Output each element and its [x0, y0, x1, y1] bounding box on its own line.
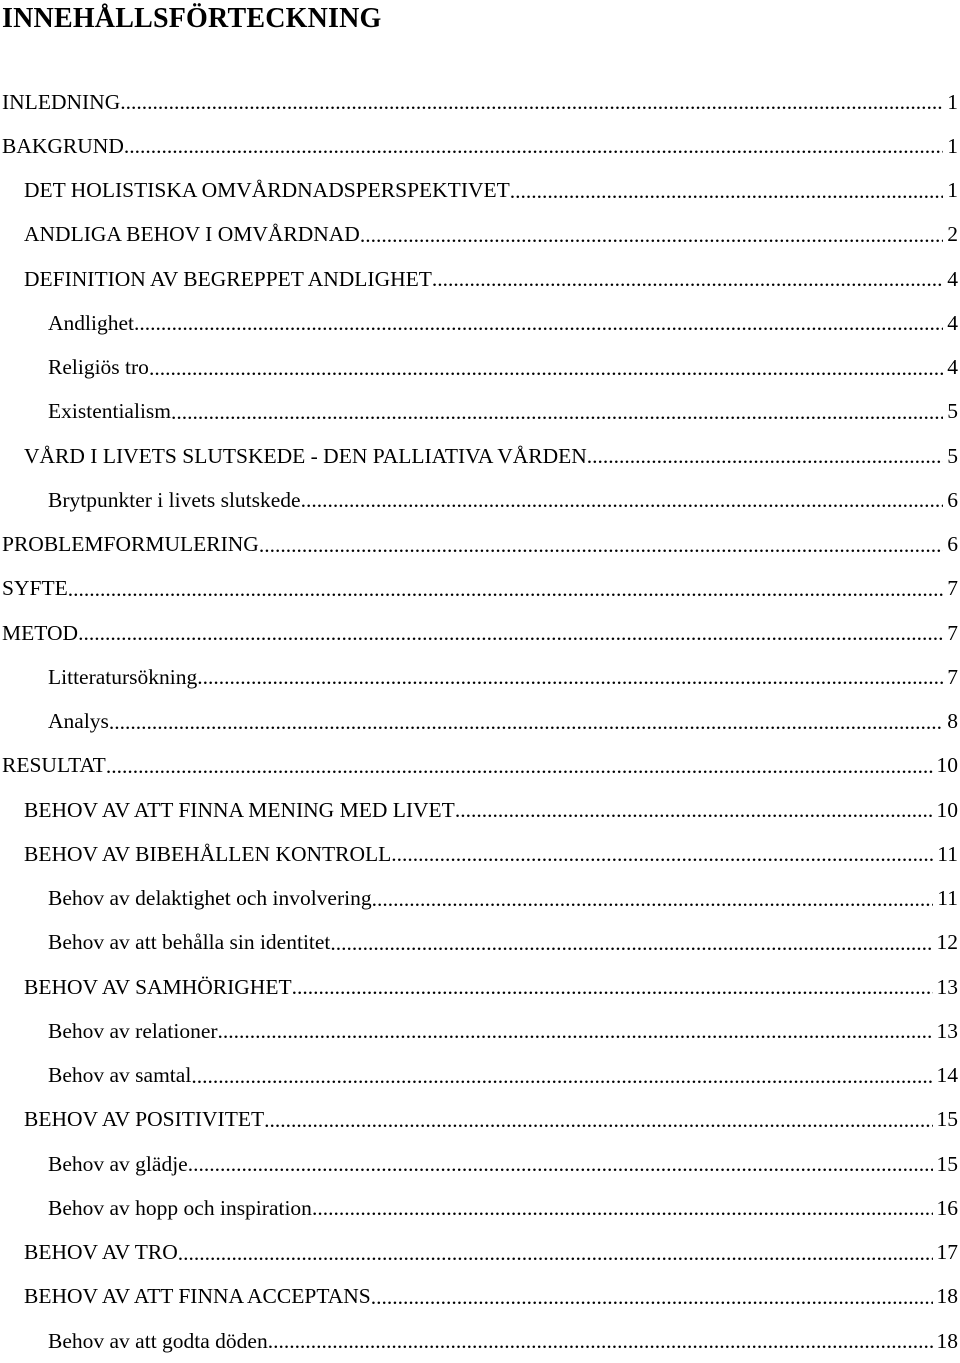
toc-entry-title: BEHOV AV SAMHÖRIGHET [24, 975, 292, 1000]
toc-dot-leader [134, 310, 943, 336]
toc-entry-title: Behov av glädje [48, 1152, 188, 1177]
toc-entry-page-number: 4 [943, 267, 960, 292]
toc-entry-page-number: 18 [933, 1329, 960, 1354]
toc-entry[interactable] [0, 655, 960, 699]
toc-entry[interactable] [0, 80, 960, 124]
toc-dot-leader [391, 841, 933, 867]
toc-entry[interactable] [0, 213, 960, 257]
toc-entry[interactable] [0, 700, 960, 744]
toc-entry[interactable] [0, 478, 960, 522]
toc-entry-title: Existentialism [48, 399, 171, 424]
toc-entry-page-number: 7 [943, 621, 960, 646]
toc-entry-title: SYFTE [2, 576, 68, 601]
toc-dot-leader [264, 1107, 932, 1133]
toc-dot-leader [372, 886, 934, 912]
toc-dot-leader [371, 1284, 933, 1310]
toc-entry-title: INLEDNING [2, 90, 120, 115]
toc-entry-page-number: 18 [933, 1284, 960, 1309]
toc-entry-page-number: 1 [943, 178, 960, 203]
toc-dot-leader [120, 89, 943, 115]
toc-entry[interactable] [0, 1186, 960, 1230]
toc-entry-title: DET HOLISTISKA OMVÅRDNADSPERSPEKTIVET [24, 178, 510, 203]
toc-dot-leader [259, 532, 943, 558]
toc-entry-title: METOD [2, 621, 78, 646]
toc-dot-leader [171, 399, 943, 425]
toc-entry[interactable] [0, 1231, 960, 1275]
toc-entry-title: Litteratursökning [48, 665, 197, 690]
toc-entry-page-number: 15 [933, 1107, 960, 1132]
toc-entry-title: Behov av att behålla sin identitet [48, 930, 330, 955]
toc-entry[interactable] [0, 1275, 960, 1319]
toc-entry-title: Andlighet [48, 311, 134, 336]
toc-entry-page-number: 14 [933, 1063, 960, 1088]
toc-dot-leader [149, 355, 943, 381]
toc-entry-page-number: 1 [943, 90, 960, 115]
toc-entry-title: Analys [48, 709, 109, 734]
toc-entry-page-number: 6 [943, 488, 960, 513]
toc-entry[interactable] [0, 124, 960, 168]
toc-entry-page-number: 5 [943, 399, 960, 424]
toc-entry[interactable] [0, 301, 960, 345]
toc-entry[interactable] [0, 877, 960, 921]
toc-dot-leader [191, 1063, 932, 1089]
toc-entry[interactable] [0, 1009, 960, 1053]
toc-entry-page-number: 17 [933, 1240, 960, 1265]
toc-dot-leader [292, 974, 933, 1000]
toc-dot-leader [197, 664, 943, 690]
toc-entry-page-number: 10 [933, 753, 960, 778]
toc-entry-page-number: 2 [943, 222, 960, 247]
toc-entry[interactable] [0, 1098, 960, 1142]
toc-entry[interactable] [0, 1054, 960, 1098]
toc-entry-title: Behov av delaktighet och involvering [48, 886, 372, 911]
toc-dot-leader [455, 797, 933, 823]
toc-dot-leader [330, 930, 932, 956]
toc-dot-leader [432, 266, 943, 292]
toc-entry-page-number: 8 [943, 709, 960, 734]
toc-entry[interactable] [0, 390, 960, 434]
toc-entry-page-number: 5 [943, 444, 960, 469]
toc-dot-leader [587, 443, 943, 469]
toc-entry[interactable] [0, 169, 960, 213]
toc-entry-page-number: 10 [933, 798, 960, 823]
toc-dot-leader [78, 620, 943, 646]
toc-entry-page-number: 12 [933, 930, 960, 955]
toc-entry-title: Brytpunkter i livets slutskede [48, 488, 301, 513]
toc-entry-page-number: 16 [933, 1196, 960, 1221]
toc-entry[interactable] [0, 832, 960, 876]
toc-dot-leader [109, 709, 943, 735]
toc-dot-leader [124, 133, 943, 159]
toc-entry-title: Religiös tro [48, 355, 149, 380]
toc-entry-title: BEHOV AV POSITIVITET [24, 1107, 264, 1132]
toc-entry-page-number: 7 [943, 665, 960, 690]
toc-dot-leader [312, 1195, 933, 1221]
toc-entry-title: BEHOV AV BIBEHÅLLEN KONTROLL [24, 842, 391, 867]
toc-entry-page-number: 7 [943, 576, 960, 601]
toc-entry[interactable] [0, 434, 960, 478]
toc-entry[interactable] [0, 1142, 960, 1186]
toc-entry-title: Behov av hopp och inspiration [48, 1196, 312, 1221]
toc-entry-page-number: 15 [933, 1152, 960, 1177]
toc-entry-page-number: 1 [943, 134, 960, 159]
toc-entry-title: BAKGRUND [2, 134, 124, 159]
toc-dot-leader [301, 487, 944, 513]
toc-entry-page-number: 4 [943, 355, 960, 380]
toc-entry-page-number: 11 [933, 842, 960, 867]
toc-dot-leader [510, 178, 943, 204]
toc-entry-page-number: 6 [943, 532, 960, 557]
toc-entry[interactable] [0, 744, 960, 788]
toc-entry[interactable] [0, 567, 960, 611]
toc-entry-title: Behov av samtal [48, 1063, 191, 1088]
toc-entry-page-number: 4 [943, 311, 960, 336]
toc-dot-leader [360, 222, 943, 248]
toc-entry-title: BEHOV AV ATT FINNA MENING MED LIVET [24, 798, 455, 823]
toc-entry-title: Behov av relationer [48, 1019, 218, 1044]
toc-dot-leader [218, 1018, 933, 1044]
toc-entry[interactable] [0, 611, 960, 655]
toc-dot-leader [106, 753, 933, 779]
toc-entry[interactable] [0, 523, 960, 567]
toc-list [0, 80, 960, 1363]
toc-entry[interactable] [0, 788, 960, 832]
toc-dot-leader [178, 1240, 933, 1266]
toc-entry-page-number: 13 [933, 975, 960, 1000]
toc-entry-title: ANDLIGA BEHOV I OMVÅRDNAD [24, 222, 360, 247]
toc-dot-leader [268, 1328, 933, 1354]
toc-entry-title: VÅRD I LIVETS SLUTSKEDE - DEN PALLIATIVA VÅRDEN [24, 444, 587, 469]
toc-dot-leader [68, 576, 944, 602]
toc-entry-title: PROBLEMFORMULERING [2, 532, 259, 557]
toc-entry[interactable] [0, 921, 960, 965]
toc-entry-title: DEFINITION AV BEGREPPET ANDLIGHET [24, 267, 432, 292]
toc-entry-title: BEHOV AV ATT FINNA ACCEPTANS [24, 1284, 371, 1309]
toc-dot-leader [188, 1151, 933, 1177]
toc-entry[interactable] [0, 346, 960, 390]
toc-entry-page-number: 13 [933, 1019, 960, 1044]
toc-entry[interactable] [0, 1319, 960, 1363]
toc-title: INNEHÅLLSFÖRTECKNING [2, 2, 382, 36]
toc-entry[interactable] [0, 257, 960, 301]
toc-entry-page-number: 11 [933, 886, 960, 911]
toc-entry-title: BEHOV AV TRO [24, 1240, 178, 1265]
toc-entry[interactable] [0, 965, 960, 1009]
toc-entry-title: RESULTAT [2, 753, 106, 778]
toc-entry-title: Behov av att godta döden [48, 1329, 268, 1354]
